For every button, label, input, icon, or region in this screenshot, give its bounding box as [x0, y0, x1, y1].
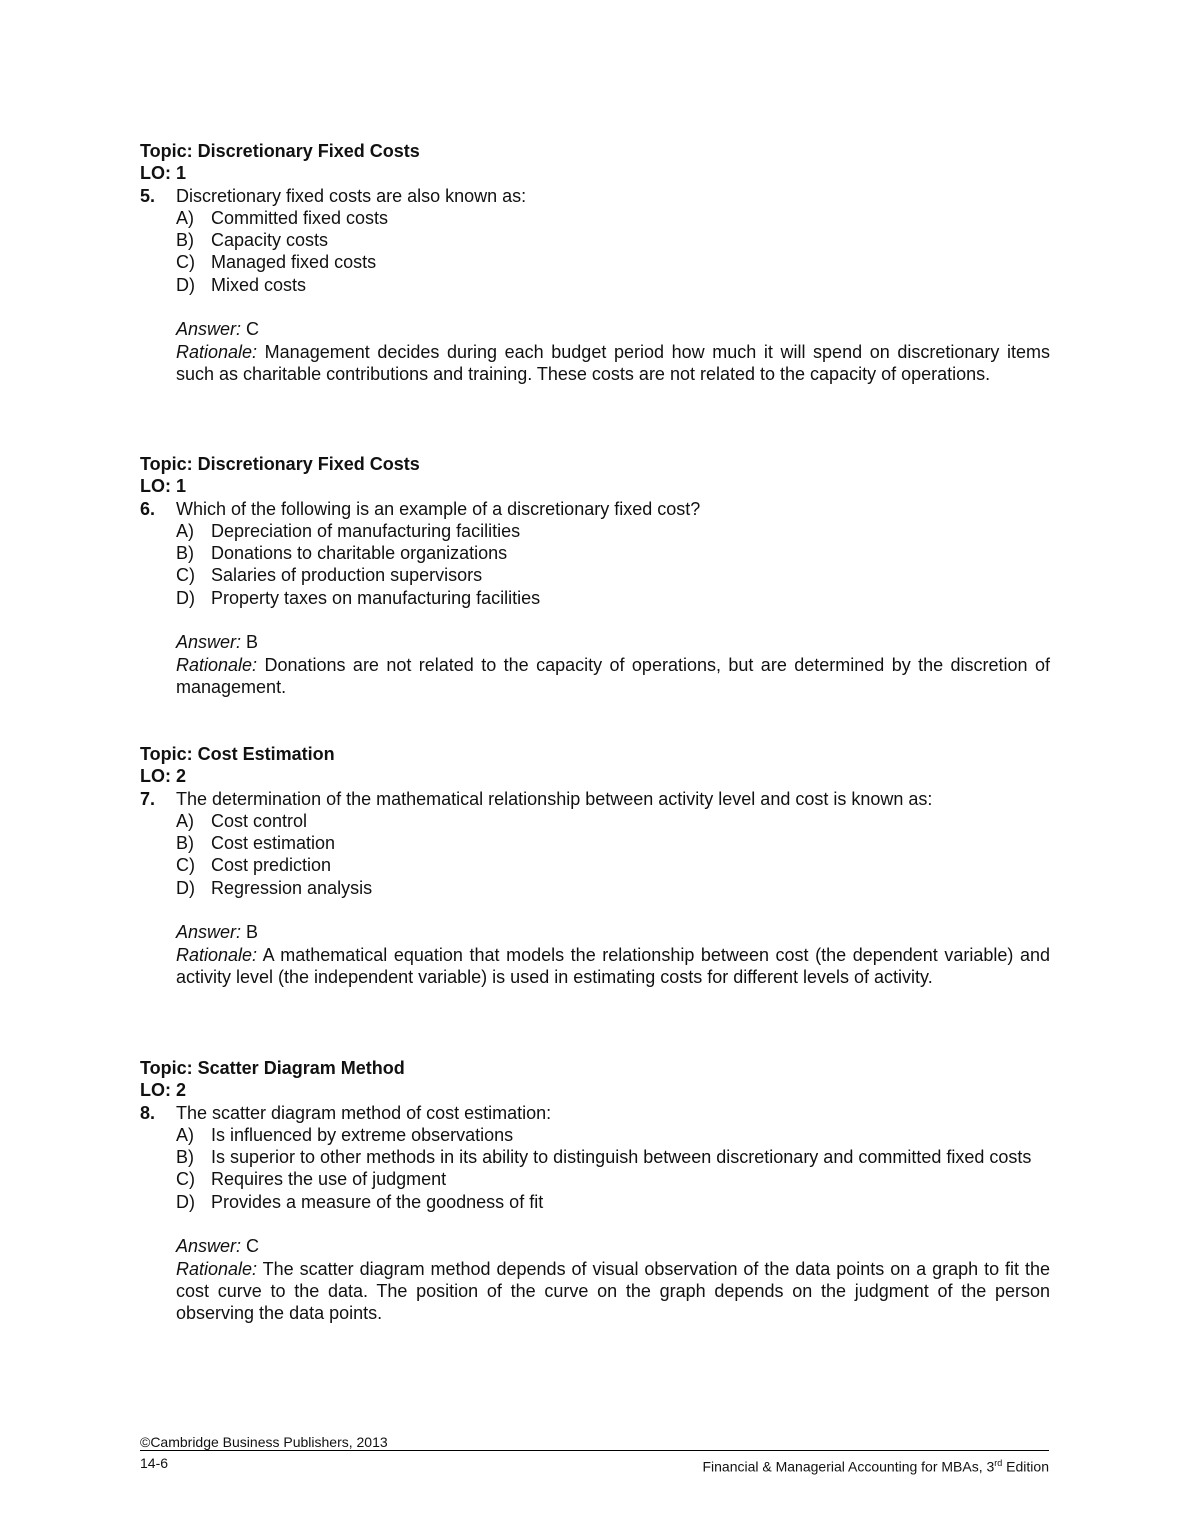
book-title — [702, 1452, 1049, 1478]
option-letter: C) — [176, 855, 195, 876]
answer-label: Answer: — [176, 922, 242, 943]
option-letter: B) — [176, 833, 194, 854]
rationale-label: Rationale: — [176, 1258, 258, 1279]
rationale — [176, 944, 1050, 989]
options — [176, 1124, 1050, 1213]
option-letter: A) — [176, 1124, 194, 1145]
question-block — [140, 453, 1050, 698]
option-text: Property taxes on manufacturing facilities — [211, 587, 541, 608]
option-text: Donations to charitable organizations — [211, 543, 508, 564]
option-letter: B) — [176, 543, 194, 564]
rationale-text: Donations are not related to the capacity of operations, but are determined by the discretion of management. — [176, 654, 1050, 697]
option-text: Is influenced by extreme observations — [211, 1124, 514, 1145]
option — [176, 877, 1050, 899]
question-number: 5. — [140, 185, 156, 206]
option — [176, 1146, 1050, 1168]
option — [176, 587, 1050, 609]
option — [176, 832, 1050, 854]
answer-value: B — [246, 922, 259, 943]
answer-label: Answer: — [176, 1236, 242, 1257]
question-text: Discretionary fixed costs are also known as: — [176, 185, 527, 206]
option-letter: D) — [176, 1191, 195, 1212]
option — [176, 1124, 1050, 1146]
option — [176, 1168, 1050, 1190]
question — [140, 788, 1050, 810]
option-text: Provides a measure of the goodness of fit — [211, 1191, 544, 1212]
answer-label: Answer: — [176, 632, 242, 653]
option — [176, 854, 1050, 876]
option-text: Depreciation of manufacturing facilities — [211, 520, 521, 541]
rationale-label: Rationale: — [176, 944, 258, 965]
option — [176, 251, 1050, 273]
answer — [176, 1235, 1050, 1257]
question — [140, 185, 1050, 207]
book-title-text: Financial & Managerial Accounting for MBAs, 3 — [702, 1458, 995, 1475]
option-letter: A) — [176, 810, 194, 831]
option — [176, 274, 1050, 296]
option-text: Regression analysis — [211, 877, 373, 898]
rationale-label: Rationale: — [176, 654, 258, 675]
topic-heading: Topic: Discretionary Fixed Costs — [140, 141, 420, 161]
edition-sup: rd — [994, 1458, 1003, 1468]
option — [176, 207, 1050, 229]
learning-objective: LO: 1 — [140, 476, 187, 497]
option-letter: C) — [176, 252, 195, 273]
answer — [176, 921, 1050, 943]
topic-heading: Topic: Discretionary Fixed Costs — [140, 454, 420, 474]
option-text: Requires the use of judgment — [211, 1169, 447, 1190]
answer — [176, 631, 1050, 653]
learning-objective: LO: 2 — [140, 766, 187, 787]
copyright: ©Cambridge Business Publishers, 2013 — [140, 1434, 388, 1450]
option-text: Mixed costs — [211, 274, 307, 295]
question — [140, 498, 1050, 520]
topic-heading: Topic: Cost Estimation — [140, 744, 335, 764]
rationale — [176, 341, 1050, 386]
option-text: Cost estimation — [211, 833, 336, 854]
learning-objective: LO: 2 — [140, 1080, 187, 1101]
options — [176, 810, 1050, 899]
option-letter: A) — [176, 520, 194, 541]
option — [176, 810, 1050, 832]
option — [176, 229, 1050, 251]
page-number: 14-6 — [140, 1455, 169, 1471]
option-letter: B) — [176, 230, 194, 251]
question-number: 6. — [140, 498, 156, 519]
footer-rule — [140, 1450, 1049, 1451]
option — [176, 1191, 1050, 1213]
question-text: The scatter diagram method of cost estimation: — [176, 1102, 552, 1123]
options — [176, 520, 1050, 609]
option-letter: C) — [176, 1169, 195, 1190]
option — [176, 542, 1050, 564]
option-text: Cost control — [211, 810, 308, 831]
answer-value: C — [246, 1236, 260, 1257]
option-letter: D) — [176, 877, 195, 898]
rationale-label: Rationale: — [176, 341, 258, 362]
question-text: The determination of the mathematical relationship between activity level and cost is known as: — [176, 788, 933, 809]
learning-objective: LO: 1 — [140, 163, 187, 184]
rationale-text: A mathematical equation that models the relationship between cost (the dependent variable) and activity level (the independent variable) is used in estimating costs for different levels of activity. — [176, 944, 1050, 987]
question-block — [140, 743, 1050, 988]
rationale-text: Management decides during each budget period how much it will spend on discretionary items such as charitable contributions and training. These costs are not related to the capacity of operations. — [176, 341, 1050, 384]
question — [140, 1102, 1050, 1124]
options — [176, 207, 1050, 296]
answer-value: C — [246, 319, 260, 340]
option — [176, 520, 1050, 542]
option-text: Salaries of production supervisors — [211, 565, 483, 586]
answer — [176, 318, 1050, 340]
option-text: Managed fixed costs — [211, 252, 377, 273]
option-text: Committed fixed costs — [211, 207, 389, 228]
option-letter: D) — [176, 587, 195, 608]
option-letter: B) — [176, 1147, 194, 1168]
option-text: Is superior to other methods in its ability to distinguish between discretionary and committed fixed costs — [211, 1147, 1032, 1168]
edition-suffix: Edition — [1002, 1458, 1049, 1475]
footer — [140, 1452, 1049, 1478]
answer-label: Answer: — [176, 319, 242, 340]
question-number: 8. — [140, 1102, 156, 1123]
option-letter: C) — [176, 565, 195, 586]
rationale — [176, 654, 1050, 699]
question-block — [140, 1057, 1050, 1325]
question-number: 7. — [140, 788, 156, 809]
option-text: Cost prediction — [211, 855, 332, 876]
topic-heading: Topic: Scatter Diagram Method — [140, 1058, 405, 1078]
option-letter: D) — [176, 274, 195, 295]
option-text: Capacity costs — [211, 230, 329, 251]
rationale-text: The scatter diagram method depends of visual observation of the data points on a graph to fit the cost curve to the data. The position of the curve on the graph depends on the judgment of the person observing the data points. — [176, 1258, 1050, 1324]
question-block — [140, 140, 1050, 385]
option-letter: A) — [176, 207, 194, 228]
option — [176, 564, 1050, 586]
answer-value: B — [246, 632, 259, 653]
rationale — [176, 1258, 1050, 1325]
question-text: Which of the following is an example of a discretionary fixed cost? — [176, 498, 701, 519]
